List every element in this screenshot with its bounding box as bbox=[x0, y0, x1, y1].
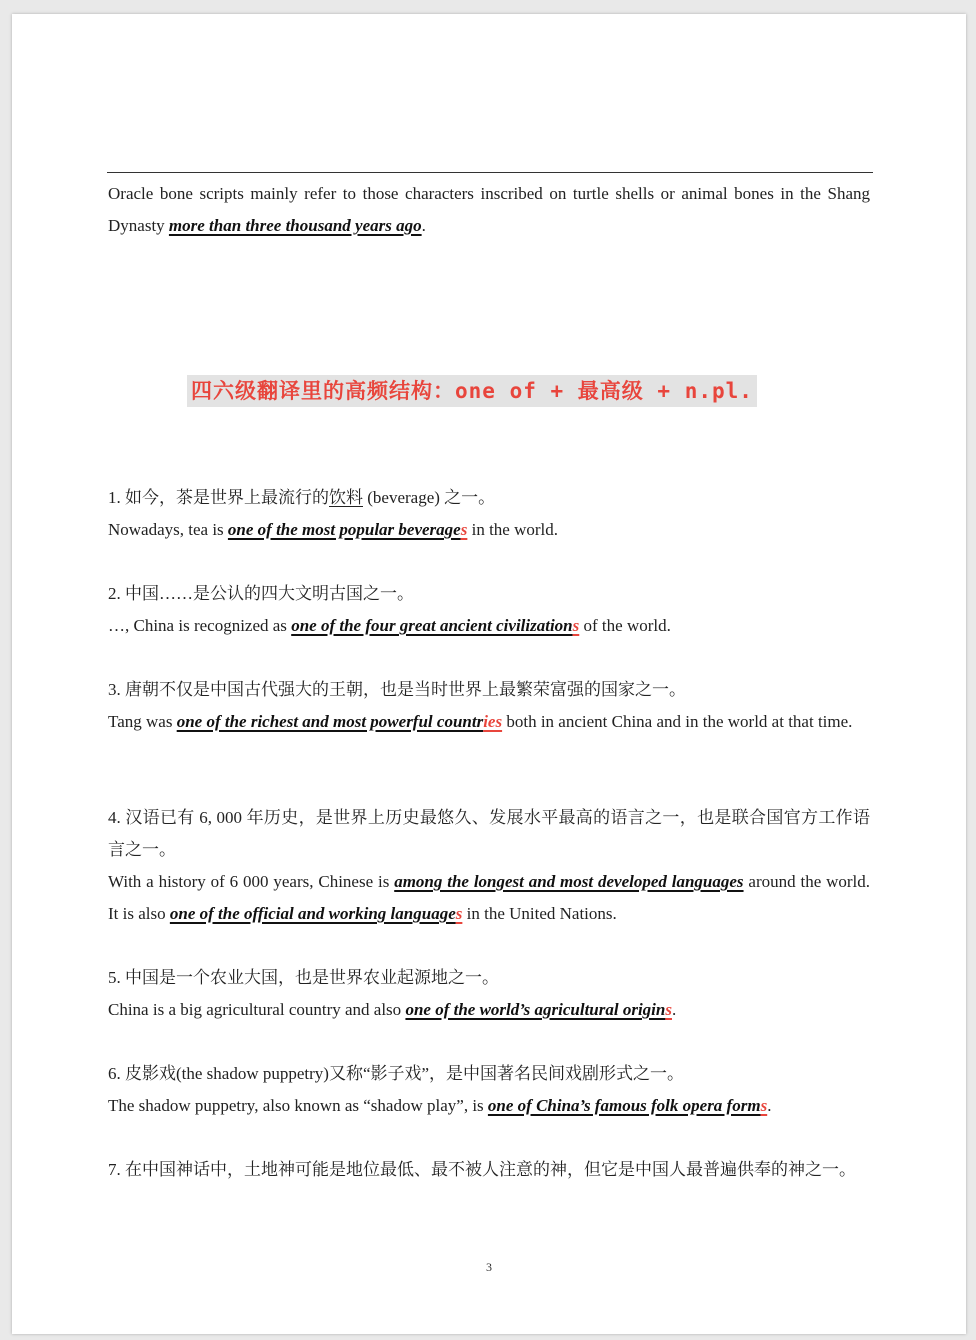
item-2-english: …, China is recognized as one of the four great ancient civilizations of the world. bbox=[108, 616, 671, 635]
item-5-chinese: 5. 中国是一个农业大国，也是世界农业起源地之一。 bbox=[108, 968, 499, 987]
page-number: 3 bbox=[486, 1260, 492, 1274]
intro-paragraph: Oracle bone scripts mainly refer to those characters inscribed on turtle shells or animal bones in the Shang Dynasty more than three thousand years ago. bbox=[108, 184, 870, 235]
document-page bbox=[12, 14, 966, 1334]
item-5-english: China is a big agricultural country and also one of the world’s agricultural origins. bbox=[108, 1000, 677, 1019]
item-3-english: Tang was one of the richest and most powerful countries both in ancient China and in the world at that time. bbox=[108, 712, 853, 731]
top-rule bbox=[107, 172, 873, 173]
item-2-chinese: 2. 中国……是公认的四大文明古国之一。 bbox=[108, 584, 414, 603]
item-6-chinese: 6. 皮影戏(the shadow puppetry)又称“影子戏”，是中国著名民间戏剧形式之一。 bbox=[108, 1064, 685, 1083]
item-1-chinese: 1. 如今，茶是世界上最流行的饮料 (beverage) 之一。 bbox=[108, 488, 496, 507]
item-1-english: Nowadays, tea is one of the most popular beverages in the world. bbox=[108, 520, 558, 539]
item-3-chinese: 3. 唐朝不仅是中国古代强大的王朝，也是当时世界上最繁荣富强的国家之一。 bbox=[108, 680, 686, 699]
item-7-chinese: 7. 在中国神话中，土地神可能是地位最低、最不被人注意的神，但它是中国人最普遍供奉的神之一。 bbox=[108, 1160, 856, 1179]
intro-emphasis: more than three thousand years ago bbox=[168, 216, 422, 235]
item-6-english: The shadow puppetry, also known as “shadow play”, is one of China’s famous folk opera forms. bbox=[108, 1096, 772, 1115]
item-4-english: With a history of 6 000 years, Chinese is among the longest and most developed languages around the world. It is also one of the official and working languages in the United Nations. bbox=[108, 872, 871, 923]
item-4-chinese: 4. 汉语已有 6, 000 年历史，是世界上历史最悠久、发展水平最高的语言之一，也是联合国官方工作语言之一。 bbox=[108, 808, 870, 859]
section-heading: 四六级翻译里的高频结构：one of + 最高级 + n.pl. bbox=[187, 375, 757, 407]
